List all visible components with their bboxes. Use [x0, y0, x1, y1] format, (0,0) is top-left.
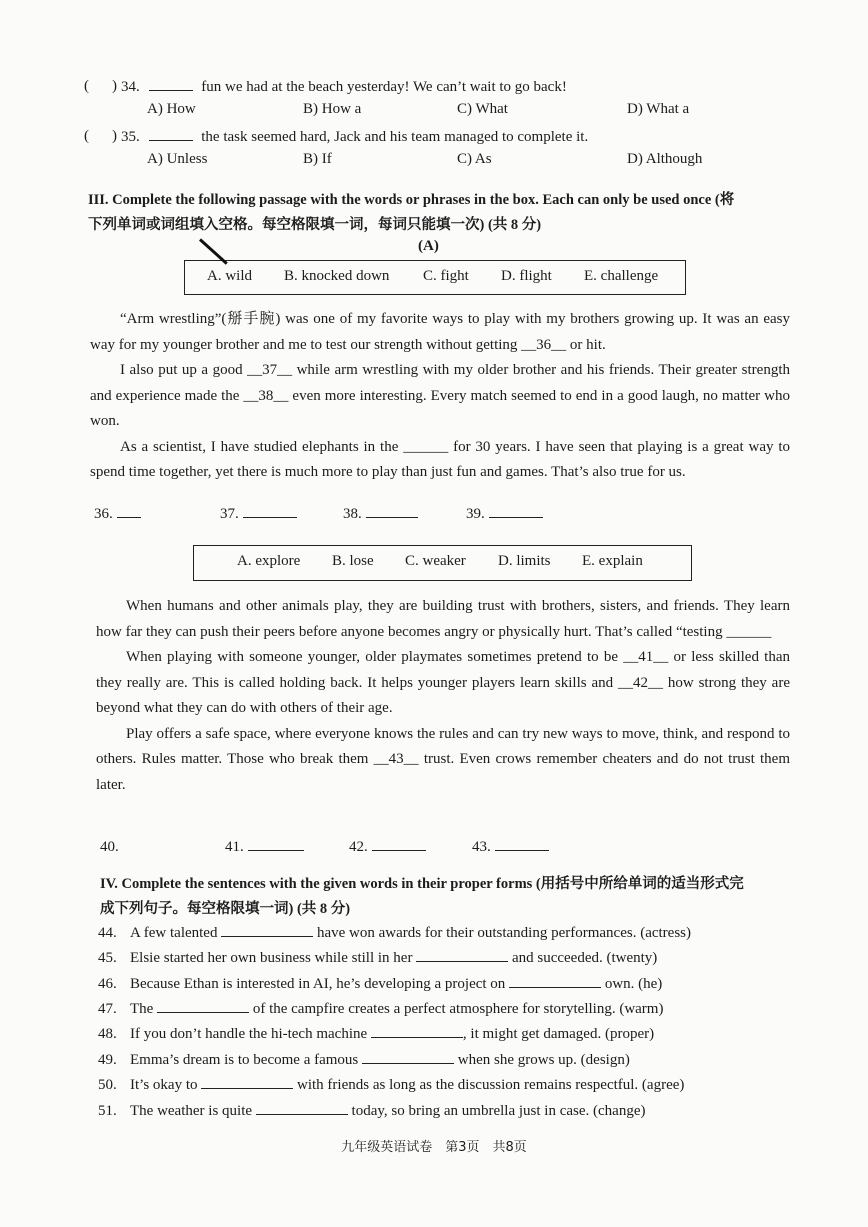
sentence-end: today, so bring an umbrella just in case. (change) — [351, 1103, 646, 1119]
answer-blank — [416, 947, 508, 962]
passage-a — [90, 307, 790, 486]
paragraph: “Arm wrestling”(掰手腕) was one of my favorite ways to play with my brothers growing up. It was an easy way for my younger brother and me to test our strength without getting __36__ or hit. — [90, 311, 790, 353]
paragraph: When humans and other animals play, they are building trust with brothers, sisters, and friends. They learn how far they can push their peers before anyone becomes angry or physically hurt. That’s called “testing ______ — [96, 598, 790, 640]
answer-blank — [123, 836, 147, 851]
sentence-start: It’s okay to — [130, 1077, 198, 1093]
question-35 — [121, 126, 588, 146]
sentence-start: If you don’t handle the hi-tech machine — [130, 1026, 368, 1042]
word-option: A. wild — [207, 268, 252, 284]
answer-blank — [149, 76, 193, 91]
question-number: 49. — [98, 1052, 117, 1068]
answer-blank — [117, 503, 141, 518]
option-a: A) Unless — [147, 151, 208, 167]
answer-paren-close: ) — [112, 128, 117, 144]
answer-number: 38. — [343, 506, 362, 522]
answer-blank — [157, 998, 249, 1013]
answer-blank — [243, 503, 297, 518]
word-option: D. flight — [501, 268, 552, 284]
word-option: C. weaker — [405, 553, 466, 569]
question-44 — [98, 922, 691, 942]
section-4-heading-line2: 成下列句子。每空格限填一词) (共 8 分) — [100, 901, 351, 917]
sentence-start: Elsie started her own business while still in her — [130, 950, 413, 966]
option-c: C) As — [457, 151, 492, 167]
answer-blank — [201, 1074, 293, 1089]
sentence-start: The — [130, 1001, 154, 1017]
paragraph: Play offers a safe space, where everyone knows the rules and can try new ways to move, think, and respond to others. Rules matter. Those who break them __43__ trust. Even crows remember cheaters and do not trust them later. — [96, 725, 790, 793]
sentence-start: A few talented — [130, 925, 218, 941]
question-stem: the task seemed hard, Jack and his team managed to complete it. — [201, 129, 589, 145]
sentence-start: Emma’s dream is to become a famous — [130, 1052, 359, 1068]
answer-line-43 — [472, 836, 549, 856]
answer-number: 37. — [220, 506, 239, 522]
answer-blank — [495, 836, 549, 851]
sentence-end: have won awards for their outstanding performances. (actress) — [316, 925, 691, 941]
answer-blank — [366, 503, 418, 518]
question-number: 46. — [98, 976, 117, 992]
question-47 — [98, 998, 663, 1018]
question-51 — [98, 1100, 645, 1120]
answer-blank — [149, 126, 193, 141]
word-option: C. fight — [423, 268, 469, 284]
question-number: 34. — [121, 79, 140, 95]
answer-number: 43. — [472, 839, 491, 855]
sentence-start: Because Ethan is interested in AI, he’s developing a project on — [130, 976, 506, 992]
sentence-end: own. (he) — [604, 976, 663, 992]
question-50 — [98, 1074, 684, 1094]
answer-line-38 — [343, 503, 418, 523]
question-49 — [98, 1049, 630, 1069]
question-number: 44. — [98, 925, 117, 941]
answer-blank — [256, 1100, 348, 1115]
answer-blank — [248, 836, 304, 851]
paragraph: When playing with someone younger, older playmates sometimes pretend to be __41__ or less skilled than they really are. This is called holding back. It helps younger players learn skills and __42__ how strong they are beyond what they can do with others of their age. — [96, 649, 790, 716]
passage-b — [96, 594, 790, 798]
question-34 — [121, 76, 567, 96]
option-c: C) What — [457, 101, 508, 117]
answer-blank — [362, 1049, 454, 1064]
question-number: 48. — [98, 1026, 117, 1042]
question-stem: fun we had at the beach yesterday! We can’t wait to go back! — [201, 79, 567, 95]
answer-number: 40. — [100, 839, 119, 855]
sentence-end: with friends as long as the discussion remains respectful. (agree) — [297, 1077, 685, 1093]
answer-blank — [489, 503, 543, 518]
section-4-heading-line1: IV. Complete the sentences with the given words in their proper forms (用括号中所给单词的适当形式完 — [100, 876, 744, 892]
answer-number: 36. — [94, 506, 113, 522]
answer-blank — [221, 922, 313, 937]
answer-blank — [509, 973, 601, 988]
paragraph: I also put up a good __37__ while arm wrestling with my older brother and his friends. Their greater strength and experience made the __38__ even more interesting. Every match seemed to end in a good laugh, no matter who won. — [90, 362, 790, 429]
word-option: D. limits — [498, 553, 551, 569]
sentence-end: when she grows up. (design) — [457, 1052, 630, 1068]
section-3-heading-line2: 下列单词或词组填入空格。每空格限填一词，每词只能填一次) (共 8 分) — [88, 217, 542, 233]
option-d: D) Although — [627, 151, 703, 167]
answer-number: 41. — [225, 839, 244, 855]
answer-line-41 — [225, 836, 304, 856]
option-b: B) If — [303, 151, 332, 167]
question-number: 47. — [98, 1001, 117, 1017]
question-46 — [98, 973, 662, 993]
question-48 — [98, 1023, 654, 1043]
answer-line-39 — [466, 503, 543, 523]
answer-blank — [371, 1023, 463, 1038]
question-number: 35. — [121, 129, 140, 145]
answer-line-40 — [100, 836, 147, 856]
paragraph: As a scientist, I have studied elephants in the ______ for 30 years. I have seen that playing is a great way to spend time together, yet there is much more to play than just fun and games. That’s also true for us. — [90, 438, 790, 480]
answer-blank — [372, 836, 426, 851]
answer-line-37 — [220, 503, 297, 523]
answer-number: 39. — [466, 506, 485, 522]
word-box-b — [193, 545, 692, 581]
part-a-label: (A) — [418, 238, 439, 254]
question-45 — [98, 947, 657, 967]
sentence-start: The weather is quite — [130, 1103, 253, 1119]
word-option: A. explore — [237, 553, 301, 569]
question-number: 50. — [98, 1077, 117, 1093]
answer-paren-open: ( — [84, 128, 89, 144]
word-box-a — [184, 260, 686, 295]
option-b: B) How a — [303, 101, 362, 117]
answer-number: 42. — [349, 839, 368, 855]
section-3-heading-line1: III. Complete the following passage with the words or phrases in the box. Each can only be used once (将 — [88, 192, 735, 208]
question-number: 51. — [98, 1103, 117, 1119]
answer-paren-close: ) — [112, 78, 117, 94]
sentence-end: and succeeded. (twenty) — [511, 950, 658, 966]
word-option: E. challenge — [584, 268, 659, 284]
option-d: D) What a — [627, 101, 690, 117]
answer-paren-open: ( — [84, 78, 89, 94]
option-a: A) How — [147, 101, 196, 117]
sentence-end: , it might get damaged. (proper) — [462, 1026, 655, 1042]
answer-line-42 — [349, 836, 426, 856]
word-option: E. explain — [582, 553, 643, 569]
question-number: 45. — [98, 950, 117, 966]
word-option: B. lose — [332, 553, 374, 569]
answer-line-36 — [94, 503, 141, 523]
sentence-end: of the campfire creates a perfect atmosphere for storytelling. (warm) — [252, 1001, 664, 1017]
page-footer: 九年级英语试卷 第3页 共8页 — [341, 1140, 527, 1155]
word-option: B. knocked down — [284, 268, 390, 284]
